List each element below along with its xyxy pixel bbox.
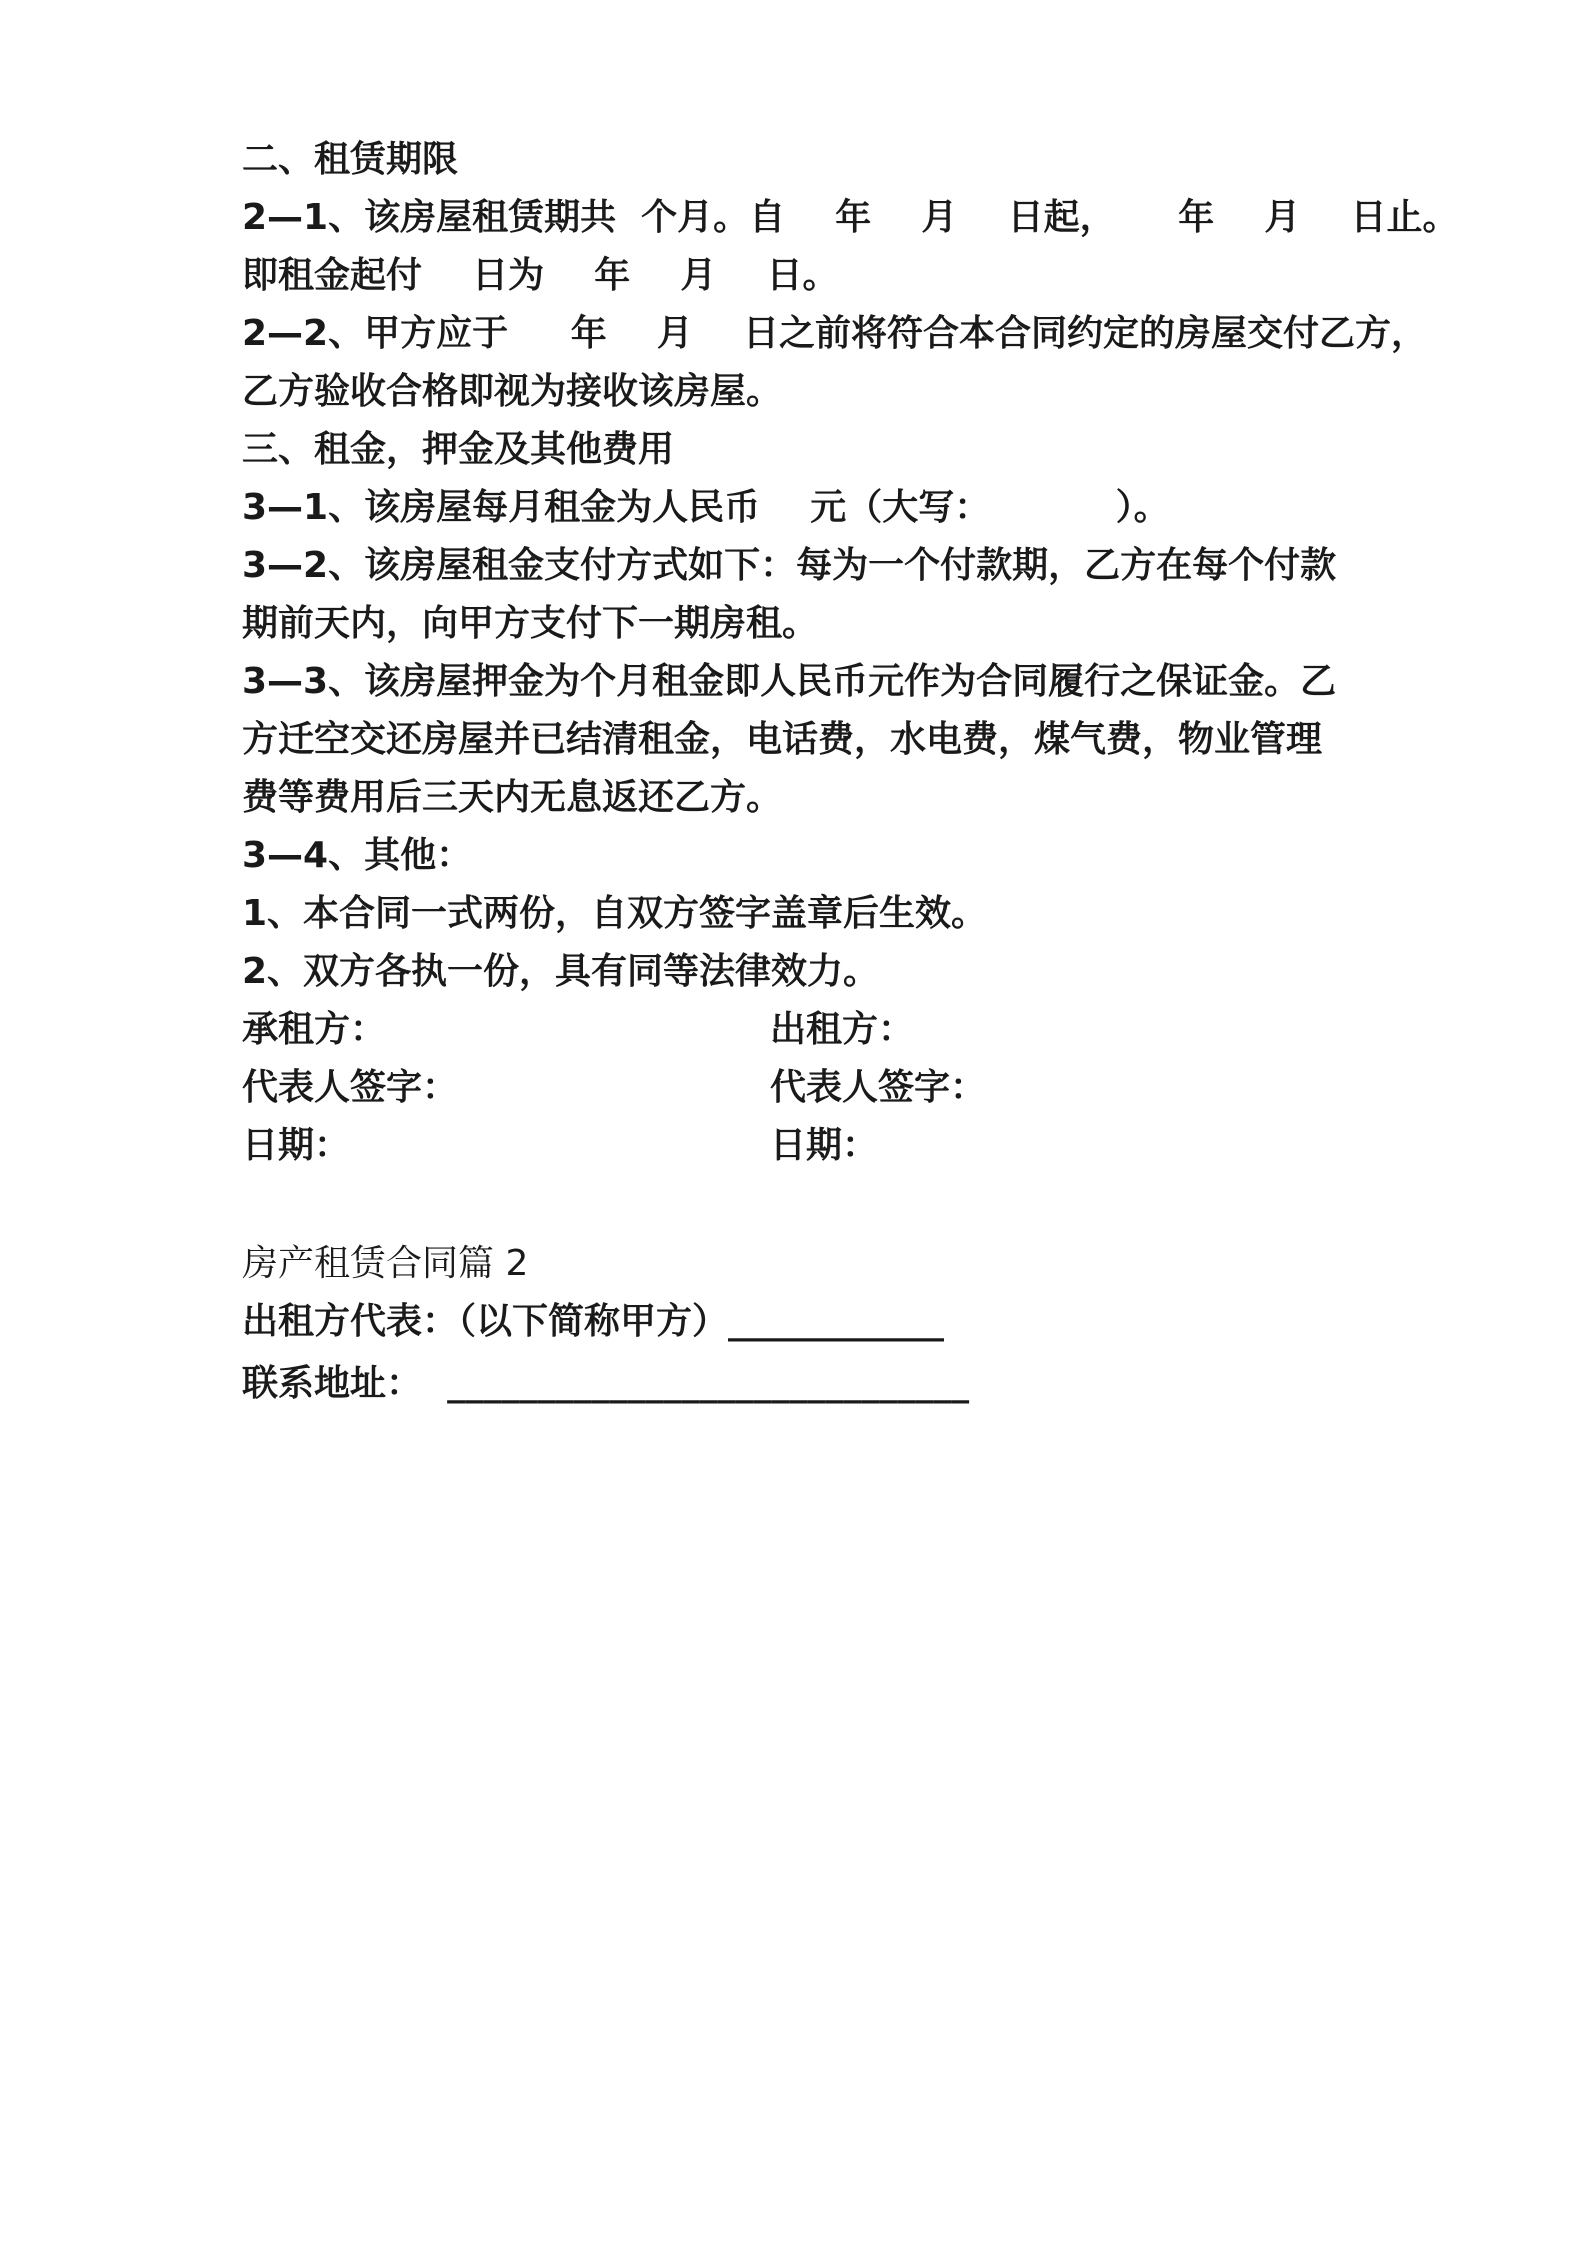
section-heading-lease-term: 二、租赁期限 [242, 139, 459, 180]
lessee-date: 日期： [242, 1125, 351, 1166]
clause-3-3-cont-2: 费等费用后三天内无息返还乙方。 [242, 777, 783, 818]
contact-address-line: 联系地址： _____________________________ [242, 1363, 970, 1404]
clause-3-1: 3—1、该房屋每月租金为人民币 元（大写： ）。 [242, 487, 1170, 528]
section-heading-rent-deposit: 三、租金，押金及其他费用 [242, 429, 675, 470]
clause-3-3: 3—3、该房屋押金为个月租金即人民币元作为合同履行之保证金。乙 [242, 661, 1337, 702]
lessee-label: 承租方： [242, 1009, 387, 1050]
clause-2-1: 2—1、该房屋租赁期共 个月。自 年 月 日起， 年 月 日止。 [242, 197, 1459, 238]
clause-other-1: 1、本合同一式两份，自双方签字盖章后生效。 [242, 893, 988, 934]
lessor-label: 出租方： [770, 1009, 915, 1050]
clause-3-2-cont: 期前天内，向甲方支付下一期房租。 [242, 603, 819, 644]
clause-2-2-cont: 乙方验收合格即视为接收该房屋。 [242, 371, 783, 412]
lessor-representative-signature: 代表人签字： [770, 1067, 987, 1108]
clause-3-4: 3—4、其他： [242, 835, 473, 876]
clause-3-2: 3—2、该房屋租金支付方式如下：每为一个付款期，乙方在每个付款 [242, 545, 1337, 586]
section-title-contract-2: 房产租赁合同篇 2 [242, 1243, 529, 1284]
clause-2-1-cont: 即租金起付 日为 年 月 日。 [242, 255, 839, 296]
lessee-representative-signature: 代表人签字： [242, 1067, 459, 1108]
lessor-date: 日期： [770, 1125, 879, 1166]
clause-3-3-cont-1: 方迁空交还房屋并已结清租金，电话费，水电费，煤气费，物业管理 [242, 719, 1323, 760]
clause-other-2: 2、双方各执一份，具有同等法律效力。 [242, 951, 880, 992]
lessor-representative-line: 出租方代表：（以下简称甲方）____________ [242, 1301, 945, 1342]
clause-2-2: 2—2、甲方应于 年 月 日之前将符合本合同约定的房屋交付乙方， [242, 313, 1428, 354]
